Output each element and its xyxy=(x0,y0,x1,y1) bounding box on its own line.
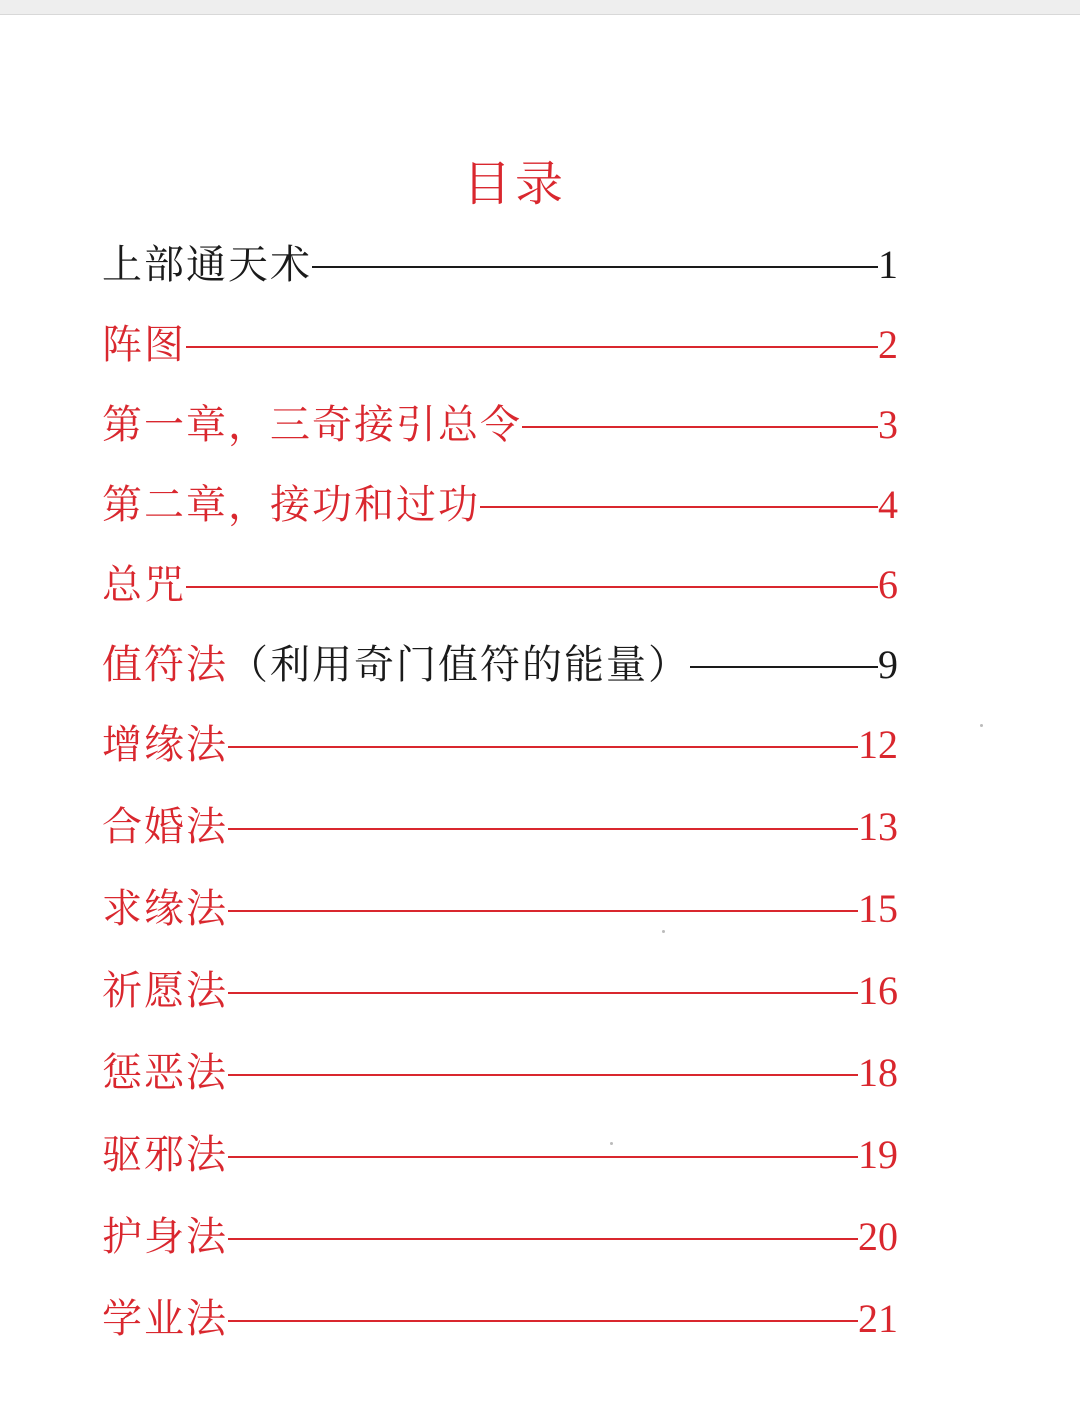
toc-entry[interactable] xyxy=(102,717,898,773)
toc-title: 目录 xyxy=(462,156,567,212)
toc-entry-label: 驱邪法 xyxy=(102,1132,228,1178)
toc-entry-page: 3 xyxy=(878,402,898,447)
leader-line xyxy=(228,746,858,748)
toc-entry-label: 总咒 xyxy=(102,562,186,608)
toc-entry-page: 21 xyxy=(858,1296,898,1341)
toc-entry-label-main: 值符法 xyxy=(102,642,228,688)
leader-line xyxy=(312,266,878,268)
toc-entry[interactable] xyxy=(102,237,898,293)
toc-entry-page: 15 xyxy=(858,886,898,931)
toc-entry-label: 上部通天术 xyxy=(102,242,312,288)
toc-entry-label: 学业法 xyxy=(102,1296,228,1342)
toc-entry-page: 9 xyxy=(878,642,898,687)
toc-entry-label: 求缘法 xyxy=(102,886,228,932)
toc-entry-label: 惩恶法 xyxy=(102,1050,228,1096)
leader-line xyxy=(228,992,858,994)
toc-entry-page: 16 xyxy=(858,968,898,1013)
leader-line xyxy=(228,1074,858,1076)
leader-line xyxy=(480,506,878,508)
toc-entry[interactable] xyxy=(102,963,898,1019)
toc-entry-label: 祈愿法 xyxy=(102,968,228,1014)
toc-entry-label: 增缘法 xyxy=(102,722,228,768)
leader-line xyxy=(186,346,878,348)
toc-entry-page: 4 xyxy=(878,482,898,527)
toc-entry[interactable] xyxy=(102,881,898,937)
toc-entry[interactable] xyxy=(102,637,898,693)
leader-line xyxy=(228,910,858,912)
toc-entry[interactable] xyxy=(102,799,898,855)
toc-entry-label: 第二章，接功和过功 xyxy=(102,482,480,528)
toc-entry[interactable] xyxy=(102,397,898,453)
leader-line xyxy=(690,666,878,668)
toc-entry-label-note: （利用奇门值符的能量） xyxy=(228,642,690,688)
toc-entry-page: 12 xyxy=(858,722,898,767)
toc-entry[interactable] xyxy=(102,1127,898,1183)
toc-entry[interactable] xyxy=(102,557,898,613)
toc-entry-page: 20 xyxy=(858,1214,898,1259)
toc-entry-label: 第一章，三奇接引总令 xyxy=(102,402,522,448)
toc-entry-label: 护身法 xyxy=(102,1214,228,1260)
toc-entry-page: 6 xyxy=(878,562,898,607)
toc-entry-label: 阵图 xyxy=(102,322,186,368)
toc-entry-page: 2 xyxy=(878,322,898,367)
toc-entry-label: 合婚法 xyxy=(102,804,228,850)
toc-entry[interactable] xyxy=(102,1045,898,1101)
leader-line xyxy=(228,828,858,830)
scan-speck xyxy=(610,1142,613,1145)
leader-line xyxy=(228,1238,858,1240)
toc-entry-label xyxy=(102,637,690,693)
toc-list xyxy=(102,0,898,1404)
toc-entry[interactable] xyxy=(102,1209,898,1265)
leader-line xyxy=(228,1156,858,1158)
toc-entry-page: 18 xyxy=(858,1050,898,1095)
scan-speck xyxy=(662,930,665,933)
leader-line xyxy=(522,426,878,428)
toc-entry[interactable] xyxy=(102,317,898,373)
leader-line xyxy=(186,586,878,588)
toc-entry-page: 1 xyxy=(878,242,898,287)
toc-entry-page: 13 xyxy=(858,804,898,849)
leader-line xyxy=(228,1320,858,1322)
toc-entry[interactable] xyxy=(102,1291,898,1347)
toc-entry[interactable] xyxy=(102,477,898,533)
scan-speck xyxy=(980,724,983,727)
toc-entry-page: 19 xyxy=(858,1132,898,1177)
